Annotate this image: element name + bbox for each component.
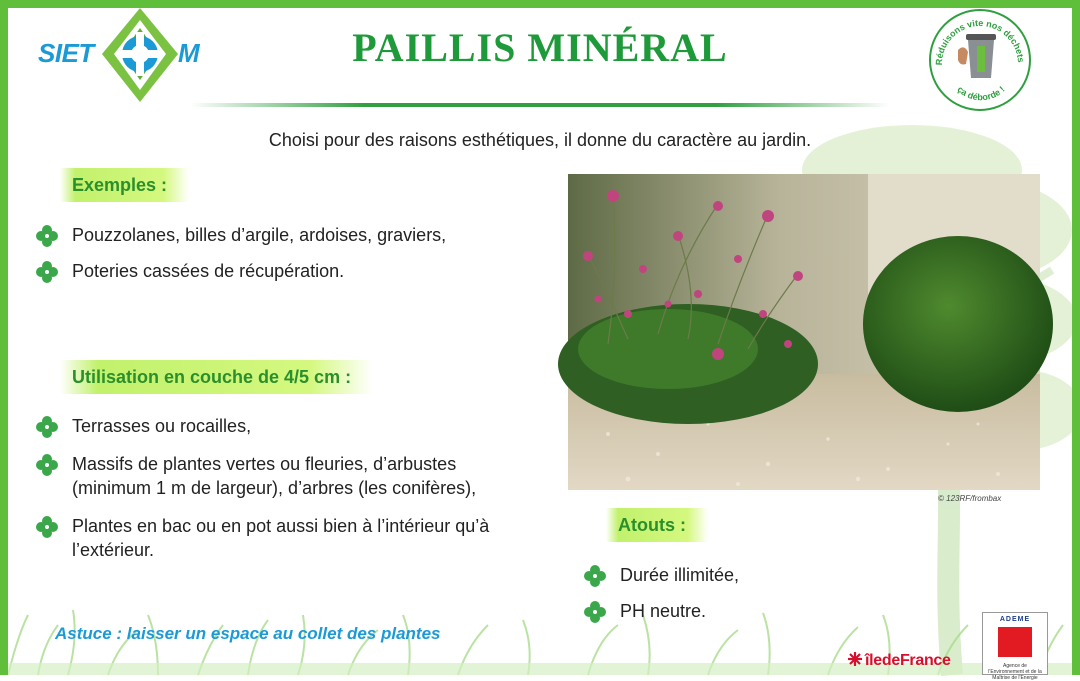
clover-bullet-icon bbox=[36, 416, 58, 438]
list-item-text: l’extérieur. bbox=[72, 540, 155, 560]
list-item bbox=[584, 599, 739, 623]
list-item-text: Massifs de plantes vertes ou fleuries, d’arbustes bbox=[72, 454, 457, 474]
utilisation-list bbox=[36, 414, 489, 562]
clover-bullet-icon bbox=[36, 261, 58, 283]
list-item bbox=[584, 563, 739, 587]
page-title: PAILLIS MINÉRAL bbox=[352, 25, 728, 70]
ademe-emblem bbox=[998, 627, 1032, 657]
list-item-text: PH neutre. bbox=[620, 601, 707, 621]
ademe-logo bbox=[982, 612, 1048, 681]
ademe-text: ADEME bbox=[999, 616, 1031, 623]
list-item bbox=[36, 452, 489, 500]
tip-text: Astuce : laisser un espace au collet des plantes bbox=[55, 624, 441, 643]
list-item bbox=[36, 259, 446, 283]
list-item-text: Poteries cassées de récupération. bbox=[72, 261, 345, 281]
list-item-text: Terrasses ou rocailles, bbox=[72, 416, 252, 436]
garden-photo bbox=[568, 174, 1040, 490]
utilisation-label: Utilisation en couche de 4/5 cm : bbox=[60, 360, 373, 394]
intro-text: Choisi pour des raisons esthétiques, il donne du caractère au jardin. bbox=[268, 130, 812, 150]
photo-credit: © 123RF/frombax bbox=[938, 494, 1002, 503]
list-item-text: Plantes en bac ou en pot aussi bien à l’intérieur qu’à bbox=[72, 516, 490, 536]
list-item-text: (minimum 1 m de largeur), d’arbres (les conifères), bbox=[72, 478, 477, 498]
title-underline bbox=[190, 103, 890, 107]
ademe-subtitle: Agence de l'Environnement et de la Maîtrise de l'Energie bbox=[988, 663, 1042, 681]
clover-bullet-icon bbox=[584, 601, 606, 623]
badge-bottom-text: ça déborde ! bbox=[955, 84, 1007, 103]
badge-top-text: Réduisons vite nos déchets bbox=[933, 17, 1027, 66]
logo-text-right: M bbox=[178, 38, 200, 68]
list-item bbox=[36, 514, 489, 562]
exemples-list bbox=[36, 223, 446, 283]
iledefrance-logo bbox=[848, 652, 951, 670]
atouts-label: Atouts : bbox=[606, 508, 708, 542]
clover-bullet-icon bbox=[584, 565, 606, 587]
clover-bullet-icon bbox=[36, 225, 58, 247]
list-item-text: Pouzzolanes, billes d’argile, ardoises, graviers, bbox=[72, 225, 447, 245]
list-item-text: Durée illimitée, bbox=[620, 565, 740, 585]
logo-text-left: SIET bbox=[38, 38, 94, 68]
list-item bbox=[36, 223, 446, 247]
iledefrance-text: îledeFrance bbox=[865, 652, 951, 669]
reduce-waste-badge bbox=[928, 8, 1032, 112]
clover-bullet-icon bbox=[36, 516, 58, 538]
exemples-label: Exemples : bbox=[60, 168, 189, 202]
list-item bbox=[36, 414, 489, 438]
clover-bullet-icon bbox=[36, 454, 58, 476]
idf-star-icon bbox=[848, 652, 862, 666]
atouts-list bbox=[584, 563, 739, 623]
